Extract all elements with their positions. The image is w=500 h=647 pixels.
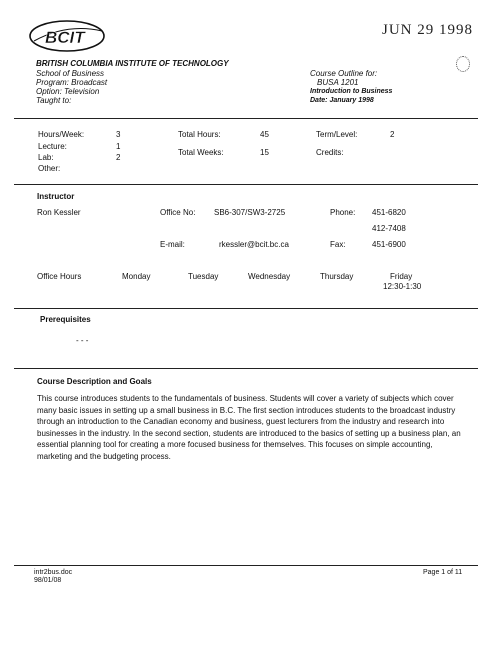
divider <box>14 565 478 566</box>
phone-number-1: 451-6820 <box>372 208 406 217</box>
total-weeks-value: 15 <box>260 148 269 157</box>
received-date-stamp: JUN 29 1998 <box>382 22 474 38</box>
punch-hole-mark <box>456 56 470 72</box>
option-name: Option: Television <box>36 87 100 96</box>
office-hours-tuesday: Tuesday <box>188 272 219 281</box>
hours-week-label: Hours/Week: <box>38 130 85 139</box>
footer-file-date: 98/01/08 <box>34 577 62 584</box>
course-outline-label: Course Outline for: <box>310 69 378 78</box>
fax-label: Fax: <box>330 240 346 249</box>
bcit-logo <box>28 19 106 53</box>
credits-label: Credits: <box>316 148 344 157</box>
course-date: Date: January 1998 <box>310 97 374 104</box>
email-value: rkessler@bcit.bc.ca <box>219 240 289 249</box>
svg-text:BCIT: BCIT <box>45 28 85 47</box>
lab-value: 2 <box>116 153 121 162</box>
term-level-label: Term/Level: <box>316 130 358 139</box>
office-hours-monday: Monday <box>122 272 151 281</box>
phone-number-2: 412-7408 <box>372 224 406 233</box>
total-weeks-label: Total Weeks: <box>178 148 224 157</box>
course-code: BUSA 1201 <box>317 78 359 87</box>
office-hours-wednesday: Wednesday <box>248 272 291 281</box>
office-hours-friday: Friday <box>390 272 413 281</box>
divider <box>14 368 478 369</box>
email-label: E-mail: <box>160 240 185 249</box>
office-hours-friday-time: 12:30-1:30 <box>383 282 422 291</box>
prerequisites-value: - - - <box>76 336 89 345</box>
office-number-label: Office No: <box>160 208 196 217</box>
instructor-name: Ron Kessler <box>37 208 81 217</box>
prerequisites-heading: Prerequisites <box>40 315 91 324</box>
description-heading: Course Description and Goals <box>37 377 152 386</box>
lab-label: Lab: <box>38 153 54 162</box>
total-hours-label: Total Hours: <box>178 130 221 139</box>
footer-page-number: Page 1 of 11 <box>423 569 463 576</box>
hours-week-value: 3 <box>116 130 121 139</box>
total-hours-value: 45 <box>260 130 269 139</box>
office-hours-thursday: Thursday <box>320 272 354 281</box>
lecture-value: 1 <box>116 142 121 151</box>
other-label: Other: <box>38 164 61 173</box>
institute-name: BRITISH COLUMBIA INSTITUTE OF TECHNOLOGY <box>36 59 229 68</box>
school-name: School of Business <box>36 69 105 78</box>
divider <box>14 308 478 309</box>
divider <box>14 184 478 185</box>
office-number-value: SB6-307/SW3-2725 <box>214 208 286 217</box>
divider <box>14 118 478 119</box>
program-name: Program: Broadcast <box>36 78 108 87</box>
bcit-logo-graphic <box>28 19 106 53</box>
course-title: Introduction to Business <box>310 88 393 95</box>
term-level-value: 2 <box>390 130 395 139</box>
instructor-heading: Instructor <box>37 192 75 201</box>
fax-value: 451-6900 <box>372 240 406 249</box>
lecture-label: Lecture: <box>38 142 67 151</box>
taught-to-label: Taught to: <box>36 96 72 105</box>
office-hours-label: Office Hours <box>37 272 82 281</box>
description-body: This course introduces students to the fundamentals of business. Students will cover a variety of subjects which cover many basic issues in setting up a small business in B.C. The first section introduces students to the broadcast industry through an introduction to the Canadian economy and business, guest lecturers from the industry and research into businesses in the industry. In the second section, students are introduced to the basics of setting up a business plan, an essential planning tool for creating a more focused business for themselves. This focuses on simple accounting, marketing and the budgeting process. <box>37 394 461 461</box>
footer-file-name: intr2bus.doc <box>34 569 73 576</box>
phone-label: Phone: <box>330 208 356 217</box>
